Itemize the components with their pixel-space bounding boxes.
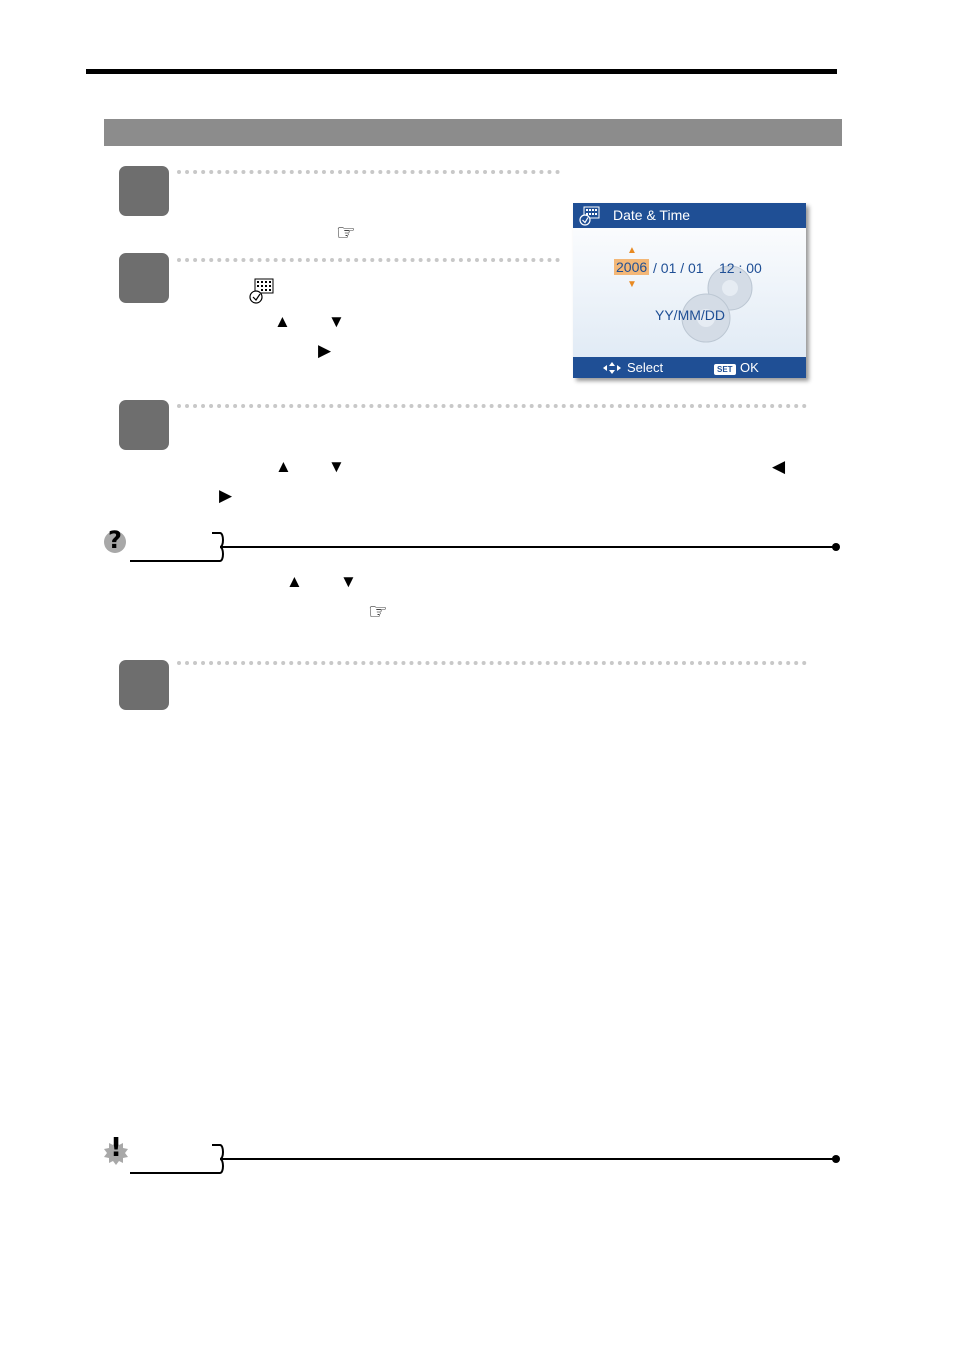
step-1-box: [119, 166, 169, 216]
note-end-dot: [832, 543, 840, 551]
lcd-ok-label: OK: [740, 360, 759, 375]
up-arrow-icon: ▲: [274, 312, 291, 331]
hand-pointer-icon: ☞: [368, 599, 388, 624]
down-arrow-icon: ▼: [340, 572, 357, 591]
step-1-divider: [177, 170, 560, 174]
lcd-footer-bar: [573, 357, 806, 378]
left-arrow-icon: ◀: [772, 457, 786, 476]
question-mark: ?: [108, 526, 122, 554]
right-arrow-icon: ▶: [318, 341, 332, 360]
caution-end-dot: [832, 1155, 840, 1163]
hand-pointer-icon: ☞: [336, 220, 356, 245]
down-arrow-icon: ▼: [328, 457, 345, 476]
lcd-down-arrow-icon: ▼: [627, 279, 637, 290]
lcd-select-label: Select: [627, 360, 664, 375]
right-arrow-icon: ▶: [219, 486, 233, 505]
set-button-badge: SET: [714, 364, 736, 375]
note-tab-outline: [128, 530, 228, 564]
step-2-box: [119, 253, 169, 303]
lcd-title-bar: [573, 203, 806, 228]
step-3-divider: [177, 404, 807, 408]
calendar-clock-icon: [247, 277, 275, 305]
lcd-year-field: 2006: [616, 259, 648, 275]
step-3-box: [119, 400, 169, 450]
caution-tab-outline: [128, 1142, 228, 1176]
exclamation-mark: !: [110, 1133, 122, 1163]
note-divider: [221, 546, 835, 548]
lcd-title: Date & Time: [613, 207, 691, 223]
caution-divider: [221, 1158, 835, 1160]
lcd-time: 12 : 00: [719, 260, 762, 276]
up-arrow-icon: ▲: [286, 572, 303, 591]
calendar-clock-icon: [578, 206, 600, 226]
up-arrow-icon: ▲: [275, 457, 292, 476]
section-header-bar: [104, 119, 842, 146]
step-4-box: [119, 660, 169, 710]
four-way-arrow-icon: [603, 362, 621, 374]
question-badge-icon: [101, 524, 131, 556]
down-arrow-icon: ▼: [328, 312, 345, 331]
step-4-divider: [177, 661, 807, 665]
lcd-up-arrow-icon: ▲: [627, 245, 637, 256]
lcd-date-format: YY/MM/DD: [655, 307, 725, 323]
step-2-divider: [177, 258, 560, 262]
lcd-month-day: / 01 / 01: [653, 260, 704, 276]
top-rule: [86, 69, 837, 74]
date-time-lcd-screen: [573, 203, 806, 378]
